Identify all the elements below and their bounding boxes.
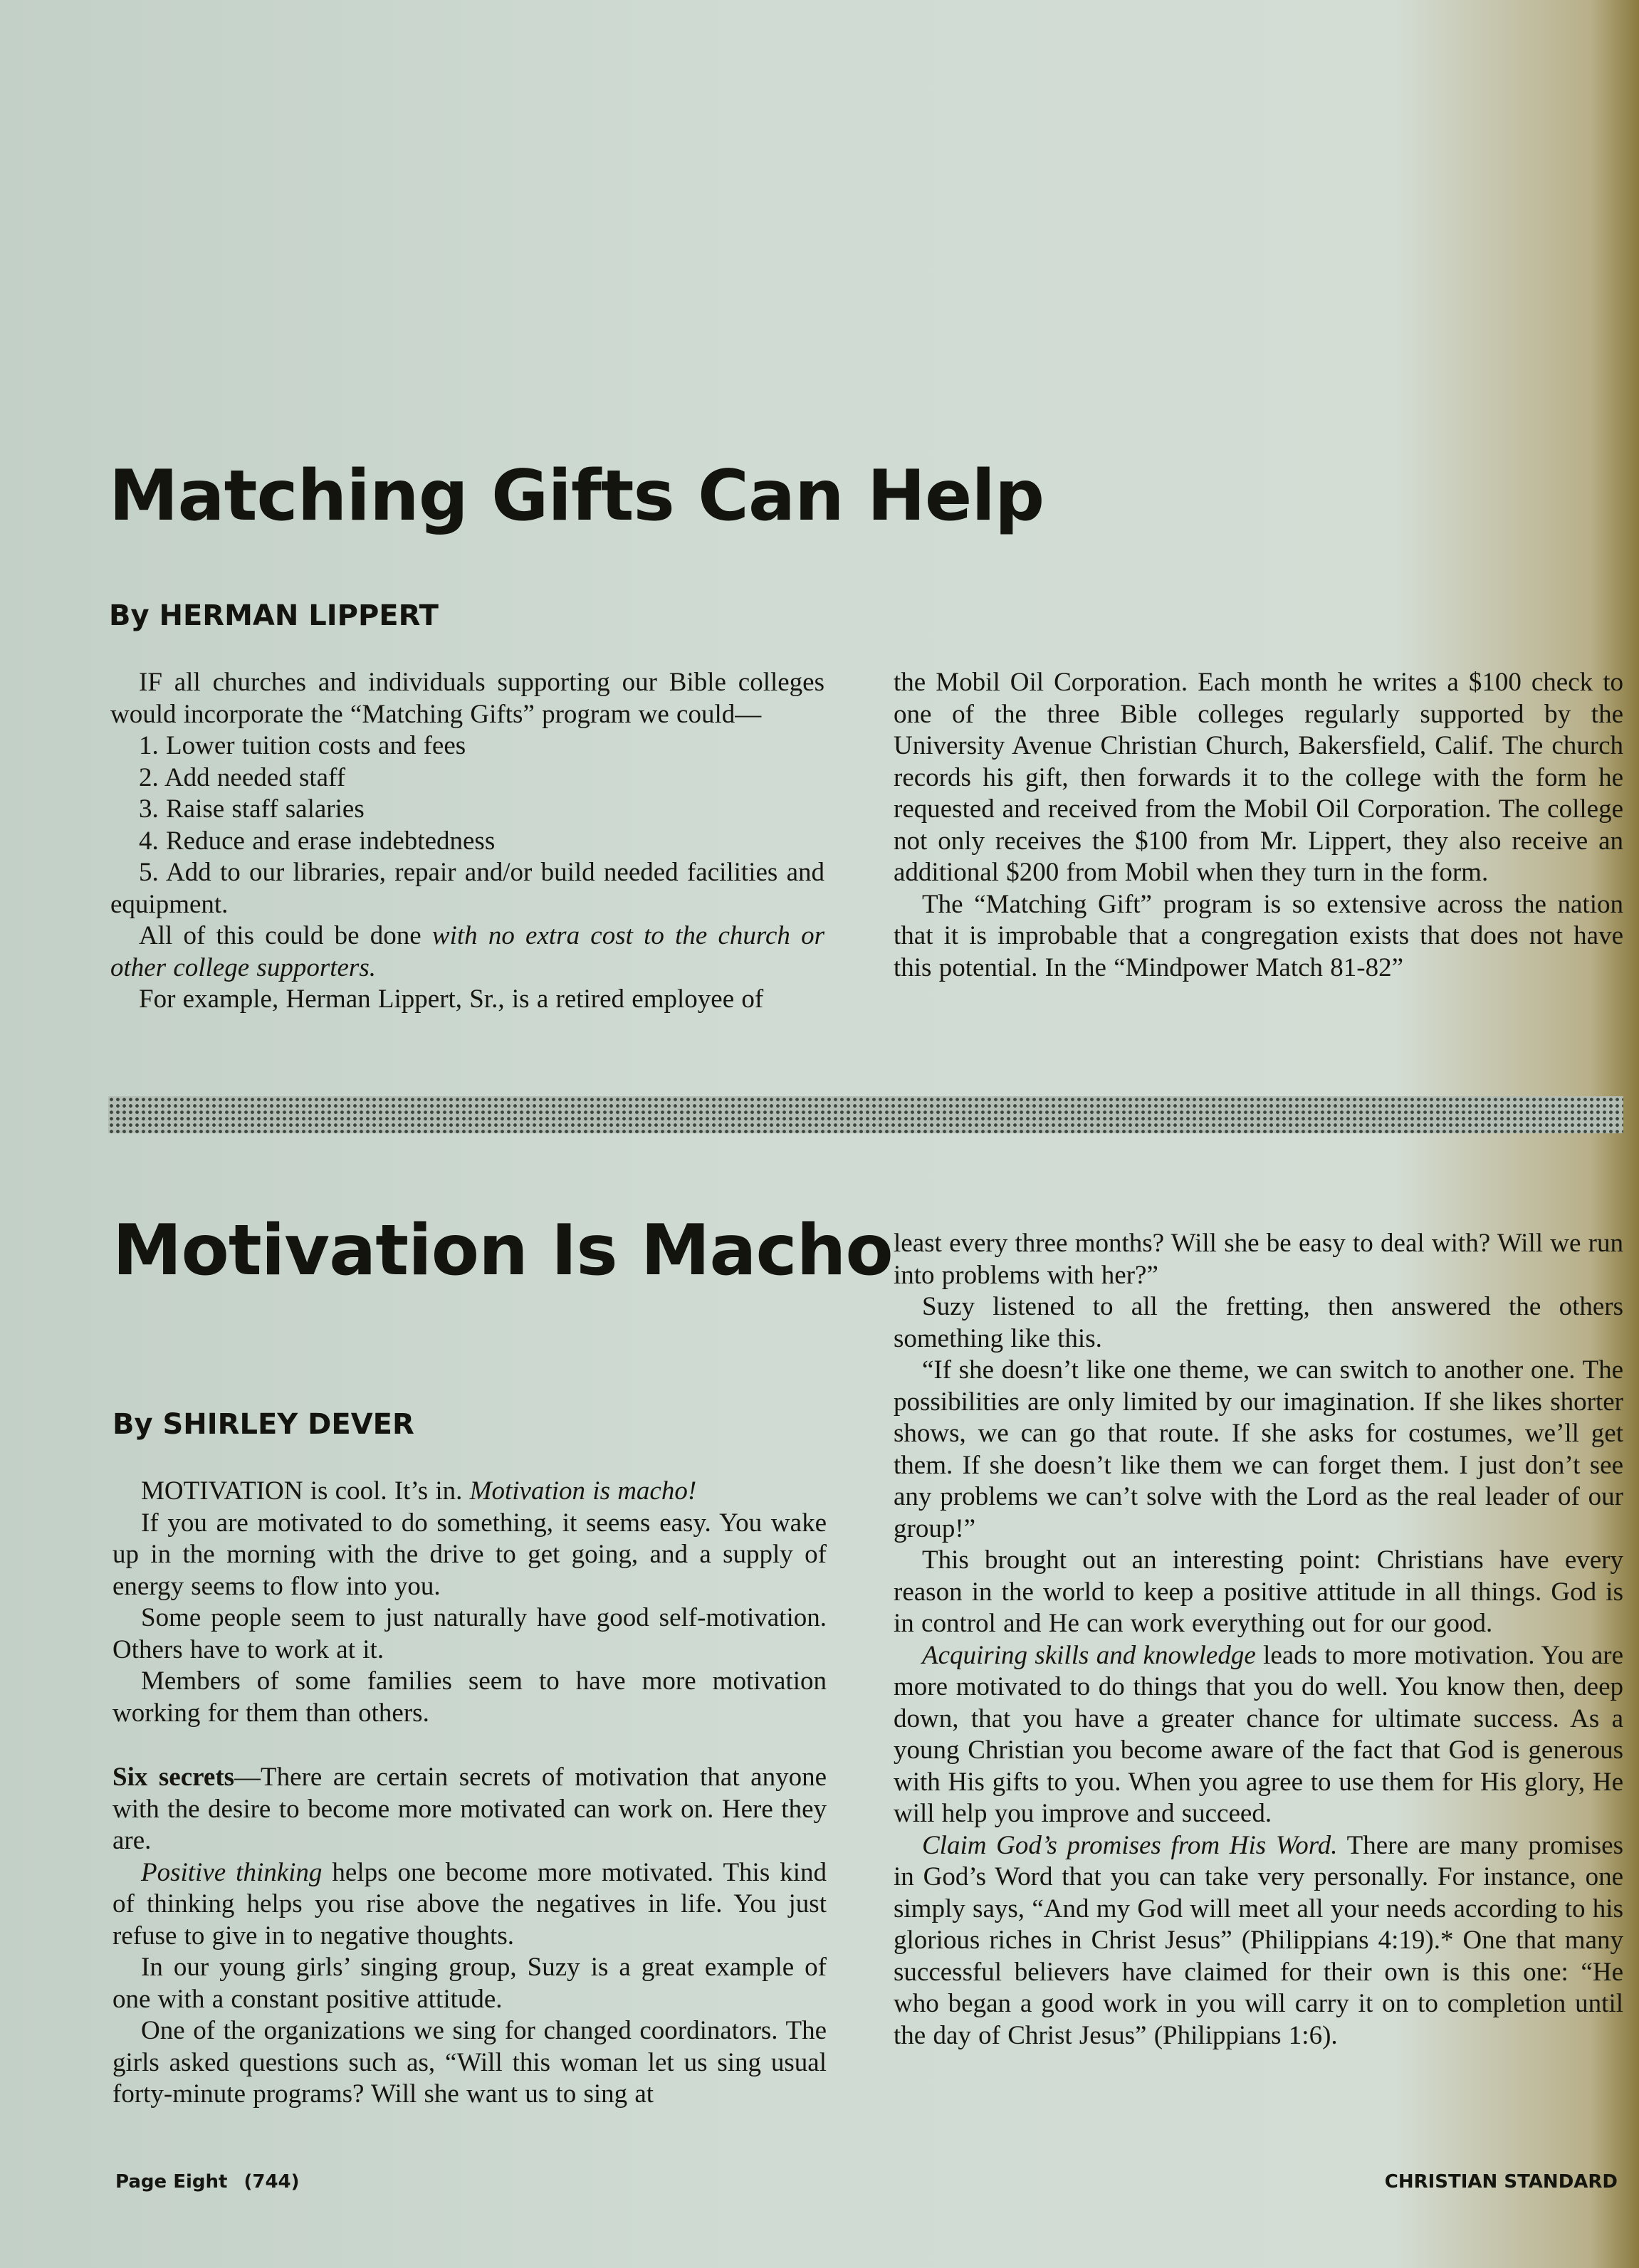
article-2-paragraph: “If she doesn’t like one theme, we can switch to another one. The possibilities are only limited by our imagination. If she likes shorter shows, we can go that route. If she asks for costumes, we’ll get them. If she doesn’t like them we can forget them. I just don’t see any problems we can’t solve with the Lord as the real leader of our group!” bbox=[894, 1355, 1623, 1543]
article-2-column-2 bbox=[894, 1228, 1623, 2052]
list-item: 1. Lower tuition costs and fees bbox=[139, 731, 466, 760]
article-2-paragraph: In our young girls’ singing group, Suzy is a great example of one with a constant positive attitude. bbox=[112, 1953, 827, 2014]
list-item: 5. Add to our libraries, repair and/or build needed facilities and equipment. bbox=[110, 858, 824, 919]
article-2-paragraph: This brought out an interesting point: Christians have every reason in the world to keep a positive attitude in all things. God is in control and He can work everything out for our good. bbox=[894, 1545, 1623, 1638]
article-1-intro: IF all churches and individuals supporting our Bible colleges would incorporate the “Matching Gifts” program we could— bbox=[110, 668, 824, 729]
needs-list bbox=[110, 730, 824, 920]
page-footer-left bbox=[115, 2171, 300, 2193]
article-2-column-1 bbox=[112, 1476, 827, 2111]
article-2-paragraph: One of the organizations we sing for changed coordinators. The girls asked questions such as, “Will this woman let us sing usual forty-minute programs? Will she want us to sing at bbox=[112, 2016, 827, 2109]
page-label: Page Eight bbox=[115, 2171, 228, 2193]
article-1-byline: By HERMAN LIPPERT bbox=[109, 599, 439, 632]
article-2-byline: By SHIRLEY DEVER bbox=[112, 1408, 414, 1441]
list-item: 3. Raise staff salaries bbox=[139, 794, 365, 824]
article-1-paragraph: the Mobil Oil Corporation. Each month he writes a $100 check to one of the three Bible colleges regularly supported by the University Avenue Christian Church, Bakersfield, Calif. The church records his gift, then forwards it to the college with the form he requested and received from the Mobil Oil Corporation. The college not only receives the $100 from Mr. Lippert, they also receive an additional $200 from Mobil when they turn in the form. bbox=[894, 668, 1623, 887]
article-2-paragraph: Members of some families seem to have more motivation working for them than others. bbox=[112, 1666, 827, 1728]
article-1-column-1 bbox=[110, 667, 824, 1016]
article-1-title: Matching Gifts Can Help bbox=[109, 456, 1044, 537]
article-1-paragraph: The “Matching Gift” program is so extensive across the nation that it is improbable that a congregation exists that does not have this potential. In the “Mindpower Match 81-82” bbox=[894, 889, 1623, 982]
halftone-divider bbox=[108, 1096, 1623, 1133]
list-item: 2. Add needed staff bbox=[139, 762, 346, 792]
article-2-paragraph: Acquiring skills and knowledge leads to more motivation. You are more motivated to do things that you do well. You know then, deep down, that you have a greater chance for ultimate success. As a young Christian you become aware of the fact that God is generous with His gifts to you. When you agree to use them for His glory, He will help you improve and succeed. bbox=[894, 1640, 1623, 1828]
article-2-paragraph: Positive thinking helps one become more motivated. This kind of thinking helps you rise above the negatives in life. You just refuse to give in to negative thoughts. bbox=[112, 1857, 827, 1951]
article-2-paragraph: Claim God’s promises from His Word. There are many promises in God’s Word that you can take very personally. For instance, one simply says, “And my God will meet all your needs according to his glorious riches in Christ Jesus” (Philippians 4:19).* One that many successful believers have claimed for their own is this one: “He who began a good work in you will carry it on to completion until the day of Christ Jesus” (Philippians 1:6). bbox=[894, 1830, 1623, 2050]
article-1-paragraph: For example, Herman Lippert, Sr., is a retired employee of bbox=[139, 985, 764, 1014]
page-number: (744) bbox=[244, 2171, 300, 2193]
publication-name: CHRISTIAN STANDARD bbox=[1384, 2171, 1618, 2193]
article-2-paragraph: Six secrets—There are certain secrets of motivation that anyone with the desire to become more motivated can work on. Here they are. bbox=[112, 1763, 827, 1855]
article-2-title: Motivation Is Macho bbox=[112, 1210, 893, 1291]
article-2-paragraph: Suzy listened to all the fretting, then answered the others something like this. bbox=[894, 1292, 1623, 1353]
article-2-paragraph: Some people seem to just naturally have good self-motivation. Others have to work at it. bbox=[112, 1603, 827, 1664]
list-item: 4. Reduce and erase indebtedness bbox=[139, 826, 496, 856]
article-1-column-2 bbox=[894, 667, 1623, 984]
article-2-paragraph: least every three months? Will she be easy to deal with? Will we run into problems with her?” bbox=[894, 1229, 1623, 1290]
article-2-paragraph: MOTIVATION is cool. It’s in. Motivation is macho! bbox=[141, 1476, 697, 1506]
subhead-six-secrets: Six secrets bbox=[112, 1763, 235, 1792]
article-2-paragraph: If you are motivated to do something, it seems easy. You wake up in the morning with the drive to get going, and a supply of energy seems to flow into you. bbox=[112, 1508, 827, 1601]
article-1-paragraph: All of this could be done with no extra cost to the church or other college supporters. bbox=[110, 921, 824, 982]
